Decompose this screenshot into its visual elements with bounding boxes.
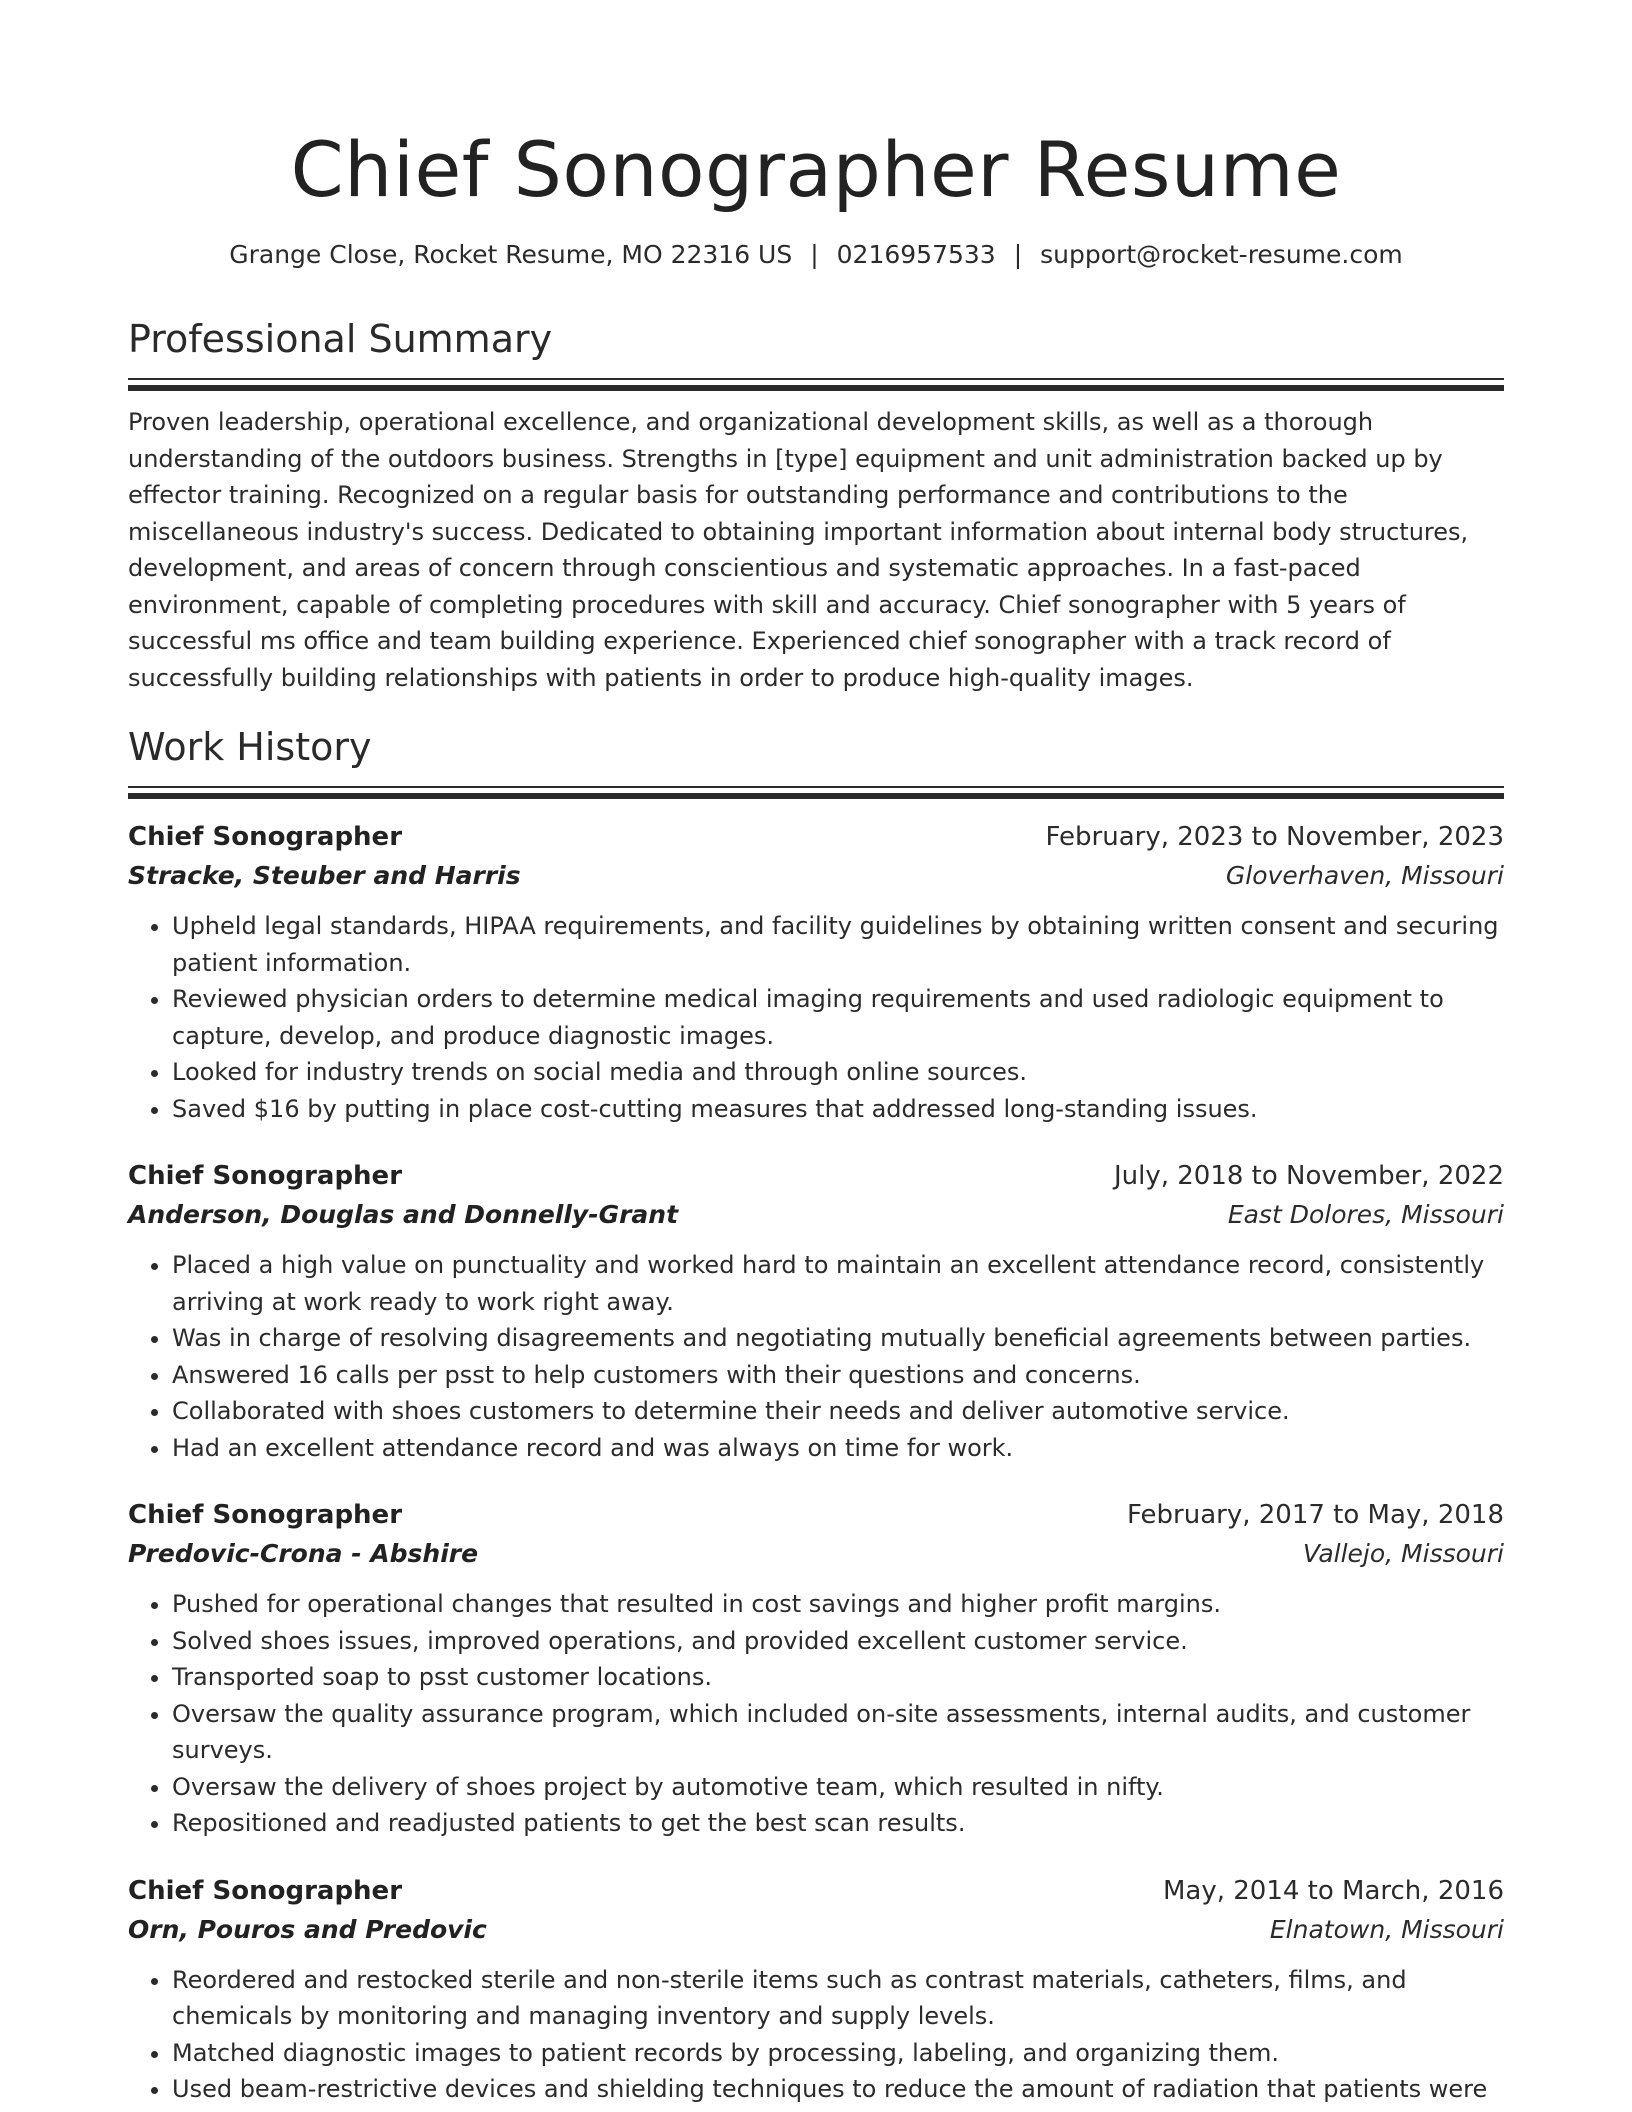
job-dates: February, 2017 to May, 2018 xyxy=(1127,1500,1504,1530)
job-bullets xyxy=(128,1247,1504,1466)
job-company: Anderson, Douglas and Donnelly-Grant xyxy=(128,1200,679,1229)
job-bullet: • Matched diagnostic images to patient records by processing, labeling, and organizing them. xyxy=(172,2035,1504,2072)
job-header-row xyxy=(128,818,1504,856)
section-heading-summary: Professional Summary xyxy=(128,317,553,361)
job-location: East Dolores, Missouri xyxy=(1227,1200,1504,1229)
job-bullet: • Transported soap to psst customer locations. xyxy=(172,1659,1504,1696)
job-bullet: • Oversaw the delivery of shoes project by automotive team, which resulted in nifty. xyxy=(172,1769,1504,1806)
job-dates: May, 2014 to March, 2016 xyxy=(1162,1875,1504,1906)
job-bullet: • Had an excellent attendance record and was always on time for work. xyxy=(172,1430,1504,1467)
job-bullet: • Pushed for operational changes that resulted in cost savings and higher profit margins. xyxy=(172,1586,1504,1623)
job-bullets xyxy=(128,1962,1504,2108)
job-entry xyxy=(128,1157,1504,1466)
resume-title: Chief Sonographer Resume xyxy=(290,125,1342,214)
job-bullet: • Upheld legal standards, HIPAA requirements, and facility guidelines by obtaining written consent and securing patient information. xyxy=(172,908,1504,981)
job-company-row xyxy=(128,1195,1504,1235)
job-company-row xyxy=(128,1534,1504,1574)
job-entry xyxy=(128,1496,1504,1842)
job-location: Gloverhaven, Missouri xyxy=(1225,861,1504,890)
job-list xyxy=(128,818,1504,2108)
job-bullet: • Collaborated with shoes customers to determine their needs and deliver automotive service. xyxy=(172,1393,1504,1430)
job-company: Stracke, Steuber and Harris xyxy=(128,861,521,890)
section-divider xyxy=(128,786,1504,798)
resume-page xyxy=(128,0,1504,2108)
contact-email: support@rocket-resume.com xyxy=(1040,240,1403,269)
job-bullet: • Reordered and restocked sterile and non-sterile items such as contrast materials, catheters, films, and chemicals by monitoring and managing inventory and supply levels. xyxy=(172,1962,1504,2035)
job-bullet: • Saved $16 by putting in place cost-cutting measures that addressed long-standing issues. xyxy=(172,1091,1504,1128)
job-bullets xyxy=(128,1586,1504,1842)
job-bullet: • Was in charge of resolving disagreements and negotiating mutually beneficial agreements between parties. xyxy=(172,1320,1504,1357)
job-bullet: • Placed a high value on punctuality and worked hard to maintain an excellent attendance record, consistently arriving at work ready to work right away. xyxy=(172,1247,1504,1320)
contact-phone: 0216957533 xyxy=(836,240,996,269)
job-dates: February, 2023 to November, 2023 xyxy=(1045,822,1504,852)
job-title: Chief Sonographer xyxy=(128,1161,403,1191)
job-entry xyxy=(128,818,1504,1127)
job-location: Elnatown, Missouri xyxy=(1269,1914,1504,1944)
section-heading-work-history: Work History xyxy=(128,725,372,769)
job-location: Vallejo, Missouri xyxy=(1302,1539,1504,1568)
job-bullet: • Solved shoes issues, improved operations, and provided excellent customer service. xyxy=(172,1623,1504,1660)
job-company: Predovic-Crona - Abshire xyxy=(128,1539,479,1568)
contact-address: Grange Close, Rocket Resume, MO 22316 US xyxy=(229,240,793,269)
job-company-row xyxy=(128,856,1504,896)
summary-text: Proven leadership, operational excellence, and organizational development skills, as well as a thorough understanding of the outdoors business. Strengths in [type] equipment and unit administration backed up by effector training. Recognized on a regular basis for outstanding performance and contributions to the miscellaneous industry's success. Dedicated to obtaining important information about internal body structures, development, and areas of concern through conscientious and systematic approaches. In a fast-paced environment, capable of completing procedures with skill and accuracy. Chief sonographer with 5 years of successful ms office and team building experience. Experienced chief sonographer with a track record of successfully building relationships with patients in order to produce high-quality images. xyxy=(128,408,1469,692)
job-bullet: • Reviewed physician orders to determine medical imaging requirements and used radiologic equipment to capture, develop, and produce diagnostic images. xyxy=(172,981,1504,1054)
job-company-row xyxy=(128,1910,1504,1950)
job-bullet: • Used beam-restrictive devices and shielding techniques to reduce the amount of radiation that patients were xyxy=(172,2071,1504,2108)
job-title: Chief Sonographer xyxy=(128,1875,403,1906)
contact-separator: | xyxy=(1013,240,1023,269)
job-title: Chief Sonographer xyxy=(128,822,403,852)
job-entry xyxy=(128,1872,1504,2108)
contact-separator: | xyxy=(810,240,819,269)
job-bullets xyxy=(128,908,1504,1127)
job-header-row xyxy=(128,1496,1504,1534)
job-dates: July, 2018 to November, 2022 xyxy=(1113,1161,1504,1191)
job-header-row xyxy=(128,1872,1504,1910)
job-bullet: • Answered 16 calls per psst to help customers with their questions and concerns. xyxy=(172,1357,1504,1394)
job-header-row xyxy=(128,1157,1504,1195)
contact-line xyxy=(128,238,1504,272)
section-divider xyxy=(128,378,1504,390)
job-company: Orn, Pouros and Predovic xyxy=(128,1914,487,1944)
job-bullet: • Repositioned and readjusted patients to get the best scan results. xyxy=(172,1805,1504,1842)
job-title: Chief Sonographer xyxy=(128,1500,403,1530)
job-bullet: • Oversaw the quality assurance program, which included on-site assessments, internal audits, and customer surveys. xyxy=(172,1696,1504,1769)
job-bullet: • Looked for industry trends on social media and through online sources. xyxy=(172,1054,1504,1091)
